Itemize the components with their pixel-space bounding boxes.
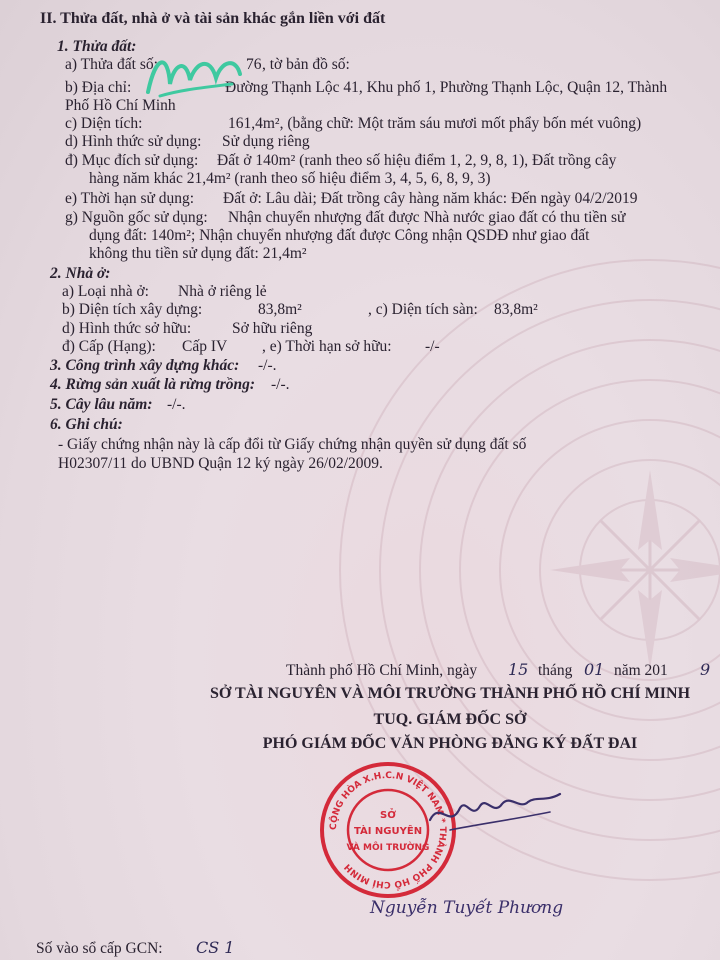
use-origin-value-line3: không thu tiền sử dụng đất: 21,4m² [89, 245, 307, 262]
area-label: c) Diện tích: [65, 115, 143, 132]
parcel-number-value: 76 [246, 56, 262, 73]
planted-forest-label: 4. Rừng sản xuất là rừng trồng: [50, 376, 256, 393]
address-value-line2: Phố Hồ Chí Minh [65, 97, 176, 114]
use-origin-label: g) Nguồn gốc sử dụng: [65, 209, 208, 226]
house-heading: 2. Nhà ở: [50, 265, 111, 282]
house-type-value: Nhà ở riêng lẻ [178, 283, 267, 300]
date-prefix: Thành phố Hồ Chí Minh, ngày [286, 662, 478, 679]
seal-center-line2: TÀI NGUYÊN [353, 826, 423, 837]
date-year-digit: 9 [700, 660, 711, 679]
parcel-number-label: a) Thửa đất số: [65, 56, 158, 73]
use-form-label: d) Hình thức sử dụng: [65, 133, 202, 150]
use-purpose-value-line1: Đất ở 140m² (ranh theo số hiệu điểm 1, 2, 9, 8, 1), Đất trồng cây [217, 152, 617, 169]
seal-center-line1: SỞ [380, 810, 396, 821]
address-value-line1: Đường Thạnh Lộc 41, Khu phố 1, Phường Thạnh Lộc, Quận 12, Thành [225, 79, 668, 96]
green-scribble-overlay [140, 44, 250, 114]
use-purpose-label: đ) Mục đích sử dụng: [65, 152, 199, 169]
notes-line1: - Giấy chứng nhận này là cấp đổi từ Giấy chứng nhận quyền sử dụng đất số [58, 436, 527, 453]
address-label: b) Địa chỉ: [65, 79, 132, 96]
use-purpose-value-line2: hàng năm khác 21,4m² (ranh theo số hiệu điểm 3, 4, 5, 6, 8, 9, 3) [89, 170, 491, 187]
signature-mark [420, 780, 570, 860]
house-grade-label: đ) Cấp (Hạng): [62, 338, 156, 355]
seal-center-line3: VÀ MÔI TRƯỜNG [346, 843, 430, 853]
date-month-label: tháng [538, 662, 573, 679]
use-term-value: Đất ở: Lâu dài; Đất trồng cây hàng năm khác: Đến ngày 04/2/2019 [223, 190, 638, 207]
other-construction-label: 3. Công trình xây dựng khác: [50, 357, 240, 374]
floor-area-label: , c) Diện tích sàn: [368, 301, 478, 318]
use-origin-value-line1: Nhận chuyển nhượng đất được Nhà nước giao đất có thu tiền sử [228, 209, 626, 226]
use-term-label: e) Thời hạn sử dụng: [65, 190, 195, 207]
use-origin-value-line2: dụng đất: 140m²; Nhận chuyển nhượng đất được Công nhận QSDĐ như giao đất [89, 227, 590, 244]
ownership-form-value: Sở hữu riêng [232, 320, 313, 337]
use-form-value: Sử dụng riêng [222, 133, 310, 150]
house-grade-value: Cấp IV [182, 338, 228, 355]
signer-name: Nguyễn Tuyết Phương [370, 898, 564, 918]
perennial-trees-value: -/-. [167, 396, 186, 413]
area-value: 161,4m², (bằng chữ: Một trăm sáu mươi mốt phẩy bốn mét vuông) [228, 115, 642, 132]
perennial-trees-label: 5. Cây lâu năm: [50, 396, 153, 413]
notes-label: 6. Ghi chú: [50, 416, 123, 433]
other-construction-value: -/-. [258, 357, 277, 374]
land-heading: 1. Thửa đất: [57, 38, 137, 55]
notes-line2: H02307/11 do UBND Quận 12 ký ngày 26/02/2009. [58, 455, 383, 472]
authority-line3: PHÓ GIÁM ĐỐC VĂN PHÒNG ĐĂNG KÝ ĐẤT ĐAI [262, 735, 638, 752]
planted-forest-value: -/-. [271, 376, 290, 393]
ownership-form-label: d) Hình thức sở hữu: [62, 320, 192, 337]
build-area-label: b) Diện tích xây dựng: [62, 301, 203, 318]
authority-line2: TUQ. GIÁM ĐỐC SỞ [373, 711, 527, 728]
ownership-term-label: , e) Thời hạn sở hữu: [262, 338, 392, 355]
seal-ring-text: CỘNG HÒA X.H.C.N VIỆT NAM * THÀNH PHỐ HỒ CHÍ MINH [328, 770, 448, 890]
section-title: II. Thửa đất, nhà ở và tài sản khác gắn liền với đất [40, 10, 386, 27]
registration-book-value: CS 1 [196, 938, 235, 957]
ownership-term-value: -/- [425, 338, 440, 355]
map-sheet-label: , tờ bản đồ số: [262, 56, 350, 73]
date-year-label: năm 201 [614, 662, 668, 679]
date-month: 01 [584, 660, 605, 679]
floor-area-value: 83,8m² [494, 301, 538, 318]
registration-book-label: Số vào sổ cấp GCN: [36, 940, 163, 957]
build-area-value: 83,8m² [258, 301, 302, 318]
authority-line1: SỞ TÀI NGUYÊN VÀ MÔI TRƯỜNG THÀNH PHỐ HỒ CHÍ MINH [209, 685, 691, 702]
date-day: 15 [508, 660, 529, 679]
house-type-label: a) Loại nhà ở: [62, 283, 149, 300]
